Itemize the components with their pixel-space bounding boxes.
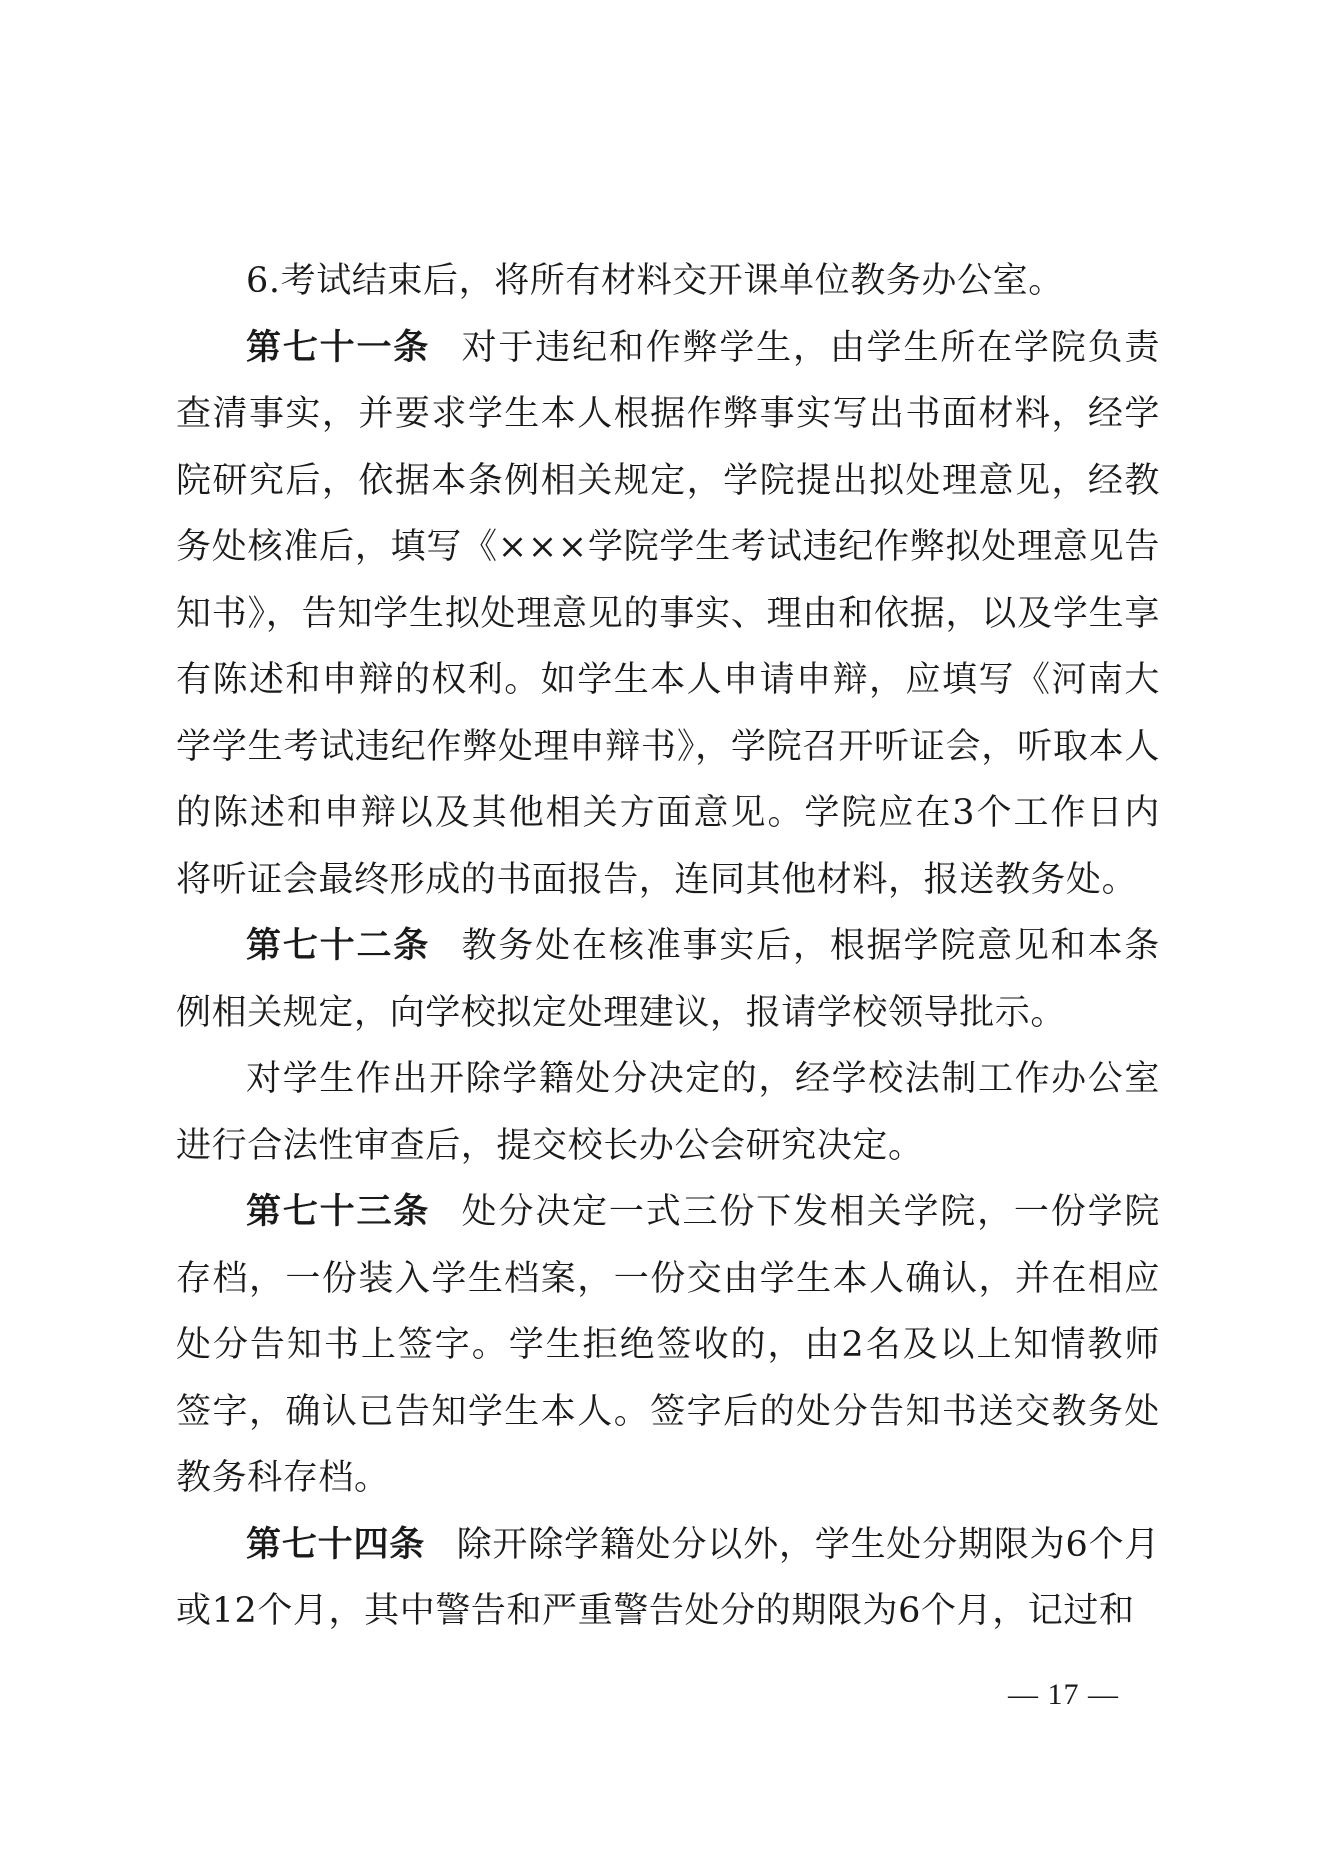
paragraph-4 bbox=[176, 1046, 1160, 1179]
article-heading: 第七十三条 bbox=[246, 1192, 431, 1232]
paragraph-text: 6.考试结束后，将所有材料交开课单位教务办公室。 bbox=[246, 261, 1064, 301]
article-text: 对于违纪和作弊学生，由学生所在学院负责查清事实，并要求学生本人根据作弊事实写出书面材料，经学院研究后，依据本条例相关规定，学院提出拟处理意见，经教务处核准后，填写《×××学院学生考试违纪作弊拟处理意见告知书》，告知学生拟处理意见的事实、理由和依据，以及学生享有陈述和申辩的权利。如学生本人申请申辩，应填写《河南大学学生考试违纪作弊处理申辩书》，学院召开听证会，听取本人的陈述和申辩以及其他相关方面意见。学院应在3个工作日内将听证会最终形成的书面报告，连同其他材料，报送教务处。 bbox=[176, 327, 1160, 900]
document-body bbox=[176, 248, 1160, 1645]
article-71 bbox=[176, 315, 1160, 914]
paragraph-1 bbox=[176, 248, 1160, 315]
article-heading: 第七十四条 bbox=[246, 1524, 426, 1565]
page-number: — 17 — bbox=[1008, 1678, 1119, 1711]
article-text: 处分决定一式三份下发相关学院，一份学院存档，一份装入学生档案，一份交由学生本人确认，并在相应处分告知书上签字。学生拒绝签收的，由2名及以上知情教师签字，确认已告知学生本人。签字后的处分告知书送交教务处教务科存档。 bbox=[176, 1192, 1160, 1498]
article-text: 教务处在核准事实后，根据学院意见和本条例相关规定，向学校拟定处理建议，报请学校领导批示。 bbox=[176, 926, 1160, 1033]
article-74 bbox=[176, 1512, 1160, 1645]
article-heading: 第七十二条 bbox=[246, 926, 431, 966]
article-heading: 第七十一条 bbox=[246, 327, 431, 368]
article-text: 除开除学籍处分以外，学生处分期限为6个月或12个月，其中警告和严重警告处分的期限为6个月，记过和 bbox=[176, 1524, 1160, 1631]
article-73 bbox=[176, 1179, 1160, 1512]
article-72 bbox=[176, 913, 1160, 1046]
paragraph-text: 对学生作出开除学籍处分决定的，经学校法制工作办公室进行合法性审查后，提交校长办公会研究决定。 bbox=[176, 1059, 1160, 1166]
